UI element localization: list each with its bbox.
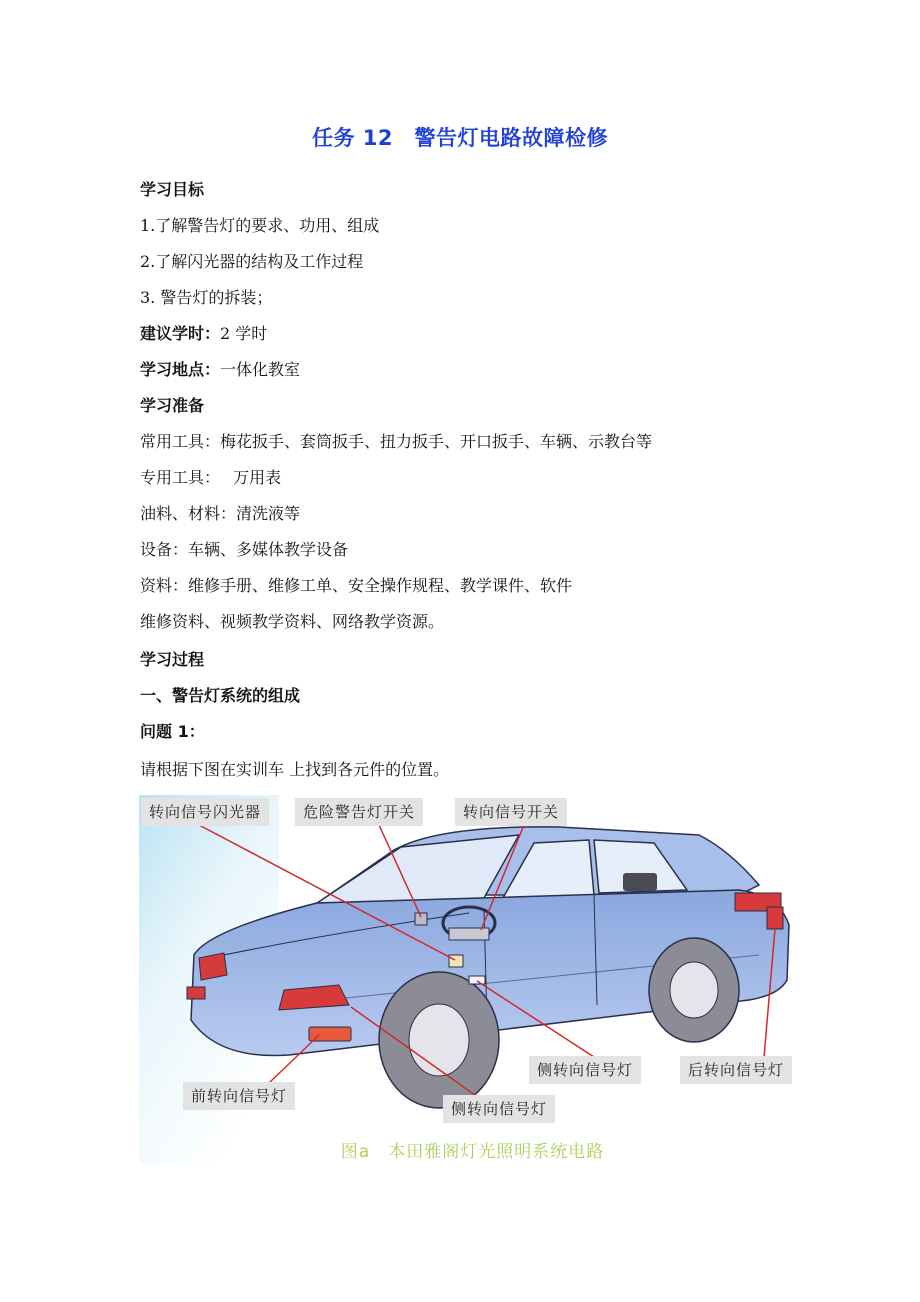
question-text: 请根据下图在实训车 上找到各元件的位置。 (140, 760, 450, 779)
prep-line-resources: 资料：维修手册、维修工单、安全操作规程、教学课件、软件 (140, 576, 573, 595)
label-hazard-switch: 危险警告灯开关 (295, 798, 423, 826)
location-label: 学习地点： (140, 360, 221, 379)
page-title: 任务 12 警告灯电路故障检修 (311, 126, 609, 150)
prep-line-tools: 常用工具：梅花扳手、套筒扳手、扭力扳手、开口扳手、车辆、示教台等 (140, 432, 653, 451)
figure-caption: 图a 本田雅阁灯光照明系统电路 (340, 1142, 605, 1162)
headlamp (199, 953, 227, 980)
objectives-heading: 学习目标 (140, 180, 205, 199)
headrest (623, 873, 657, 891)
hours-label: 建议学时： (140, 324, 221, 343)
flasher-unit (449, 955, 463, 967)
hours-value: 2 学时 (220, 324, 268, 343)
process-heading: 学习过程 (140, 650, 205, 669)
prep-line-resources-cont: 维修资料、视频教学资料、网络教学资源。 (140, 612, 445, 631)
section-heading: 一、警告灯系统的组成 (140, 686, 301, 705)
label-rear-turn-lamp: 后转向信号灯 (680, 1056, 792, 1084)
front-corner-lamp (187, 987, 205, 999)
dashboard-module (449, 928, 489, 940)
preparation-heading: 学习准备 (140, 396, 205, 415)
car-lighting-figure (139, 795, 806, 1165)
hazard-switch-part (415, 913, 427, 925)
prep-line-equipment: 设备：车辆、多媒体教学设备 (140, 540, 349, 559)
objective-item-1: 1.了解警告灯的要求、功用、组成 (140, 216, 380, 235)
prep-line-materials: 油料、材料：清洗液等 (140, 504, 301, 523)
label-side-turn-lamp-2: 侧转向信号灯 (443, 1095, 555, 1123)
label-turn-signal-flasher: 转向信号闪光器 (141, 798, 269, 826)
objective-item-2: 2.了解闪光器的结构及工作过程 (140, 252, 364, 271)
label-front-turn-lamp: 前转向信号灯 (183, 1082, 295, 1110)
side-marker-lamp (469, 976, 485, 984)
label-side-turn-lamp-1: 侧转向信号灯 (529, 1056, 641, 1084)
location-value: 一体化教室 (220, 360, 301, 379)
front-wheel-hub (409, 1004, 469, 1076)
label-turn-signal-switch: 转向信号开关 (455, 798, 567, 826)
windshield (317, 835, 519, 907)
hours-line (140, 324, 267, 344)
question-label: 问题 1： (140, 722, 205, 741)
rear-turn-lamp (767, 907, 783, 929)
rear-wheel-hub (670, 962, 718, 1018)
location-line (140, 360, 300, 380)
prep-line-special-tools: 专用工具： 万用表 (140, 468, 282, 487)
objective-item-3: 3. 警告灯的拆装； (140, 288, 273, 307)
